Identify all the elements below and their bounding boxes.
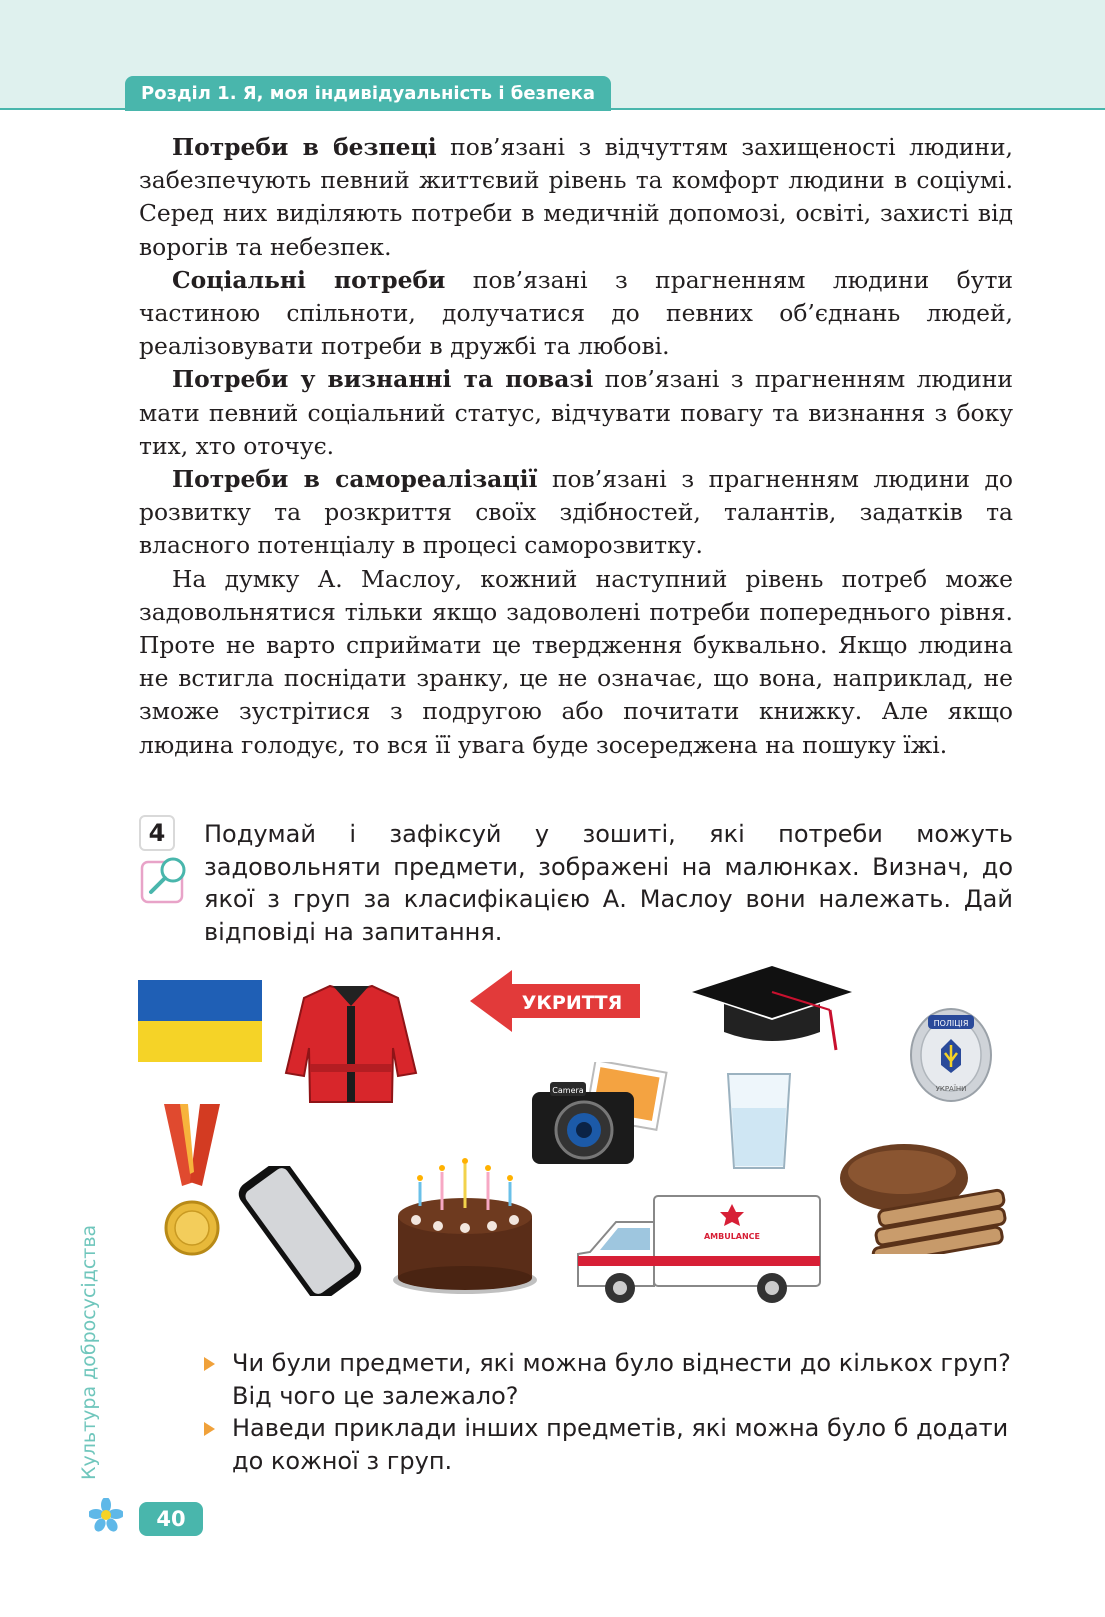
paragraph-term: Потреби у визнанні та повазі [172,365,594,394]
paragraph [139,131,1013,264]
police-badge-bottom-text: УКРАЇНИ [935,1085,967,1093]
ambulance-image [572,1192,824,1306]
camera-image [530,1062,680,1176]
paragraph-text: пов’язані з відчуттям захищеності людини, забезпечують певний життєвий рівень та комфорт людини в соціумі. Серед них виділяють потреби в медичній допомозі, освіті, захисті від ворогів та небезпек. [139,133,1013,261]
chapter-title: Розділ 1. Я, моя індивідуальність і безпека [125,76,611,111]
water-glass-image [726,1072,792,1172]
red-jacket-image [278,978,424,1108]
paragraph-term: Потреби в самореалізації [172,465,538,494]
paragraph-term: Потреби в безпеці [172,133,437,161]
camera-brand-label: Camera [552,1086,584,1095]
question-text: Наведи приклади інших предметів, які можна було б додати до кожної з груп. [232,1414,1009,1475]
paragraph [139,264,1013,364]
main-text [139,131,1013,762]
paragraph-text: пов’язані з прагненням людини бути частиною спільноти, долучатися до певних об’єднань людей, реалізовувати потреби в дружбі та любові. [139,265,1013,361]
paragraph [139,563,1013,762]
smartphone-image [232,1166,368,1296]
graduation-cap-image [690,962,854,1058]
triangle-bullet-icon [204,1357,215,1371]
bread-image [836,1138,1012,1254]
questions-list [204,1347,1013,1477]
paragraph-text: пов’язані з прагненням людини до розвитку та розкриття своїх здібностей, талантів, задатків та власного потенціалу в процесі саморозвитку. [139,465,1013,560]
birthday-cake-image [390,1158,540,1298]
shelter-sign-label: УКРИТТЯ [521,992,623,1014]
flower-icon [89,1498,123,1532]
paragraph-text: пов’язані з прагненням людини мати певний соціальний статус, відчувати повагу та визнання з боку тих, хто оточує. [139,365,1013,460]
paragraph-term: Соціальні потреби [172,265,446,294]
triangle-bullet-icon [204,1422,215,1436]
ukraine-flag [138,980,262,1062]
task-number: 4 [139,815,175,851]
police-badge-image [908,1005,994,1105]
shelter-sign [470,970,642,1032]
list-item [204,1412,1013,1477]
ambulance-label: AMBULANCE [703,1232,761,1241]
list-item [204,1347,1013,1412]
paragraph [139,363,1013,463]
section-side-label: Культура добросусідства [78,1224,100,1480]
task-text: Подумай і зафіксуй у зошиті, які потреби можуть задовольняти предмети, зображені на малюнках. Визнач, до якої з груп за класифікацією А. Маслоу вони належать. Дай відповіді на запитання. [204,820,1013,946]
paragraph [139,463,1013,563]
paragraph-text: На думку А. Маслоу, кожний наступний рівень потреб може задовольнятися тільки якщо задоволені потреби попереднього рівня. Проте не варто сприймати це твердження буквально. Якщо людина не встигла поснідати зранку, це не означає, що вона, наприклад, не зможе зустрітися з подругою або почитати книжку. Але якщо людина голодує, то вся її увага буде зосереджена на пошуку їжі. [139,564,1013,759]
medal-image [160,1102,224,1262]
question-text: Чи були предмети, які можна було віднести до кількох груп? Від чого це залежало? [232,1349,1011,1410]
police-badge-top-text: ПОЛІЦІЯ [933,1019,969,1028]
magnifier-icon [139,852,195,908]
page-number: 40 [139,1502,203,1536]
